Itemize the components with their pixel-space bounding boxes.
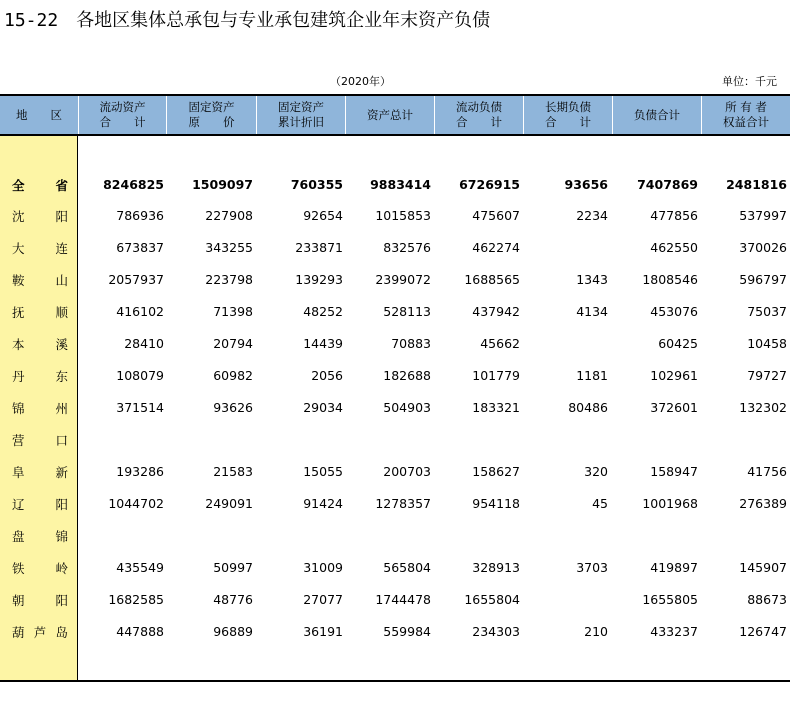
region-char: 盘 [12, 528, 25, 544]
table-row [0, 520, 790, 551]
region-name [12, 552, 68, 583]
region-char: 溪 [55, 336, 68, 352]
cell-value: 328913 [472, 560, 520, 575]
table-row [0, 232, 790, 263]
cell-value: 1682585 [108, 592, 164, 607]
table-row [0, 552, 790, 583]
table-row-total [0, 169, 790, 200]
cell-value: 158627 [472, 464, 520, 479]
cell-value: 559984 [383, 624, 431, 639]
region-name [12, 520, 68, 551]
region-name [12, 328, 68, 359]
cell-value: 2399072 [375, 272, 431, 287]
cell-value: 60425 [658, 336, 698, 351]
header-owners-equity: 所 有 者 权益合计 [701, 96, 790, 134]
cell-value: 91424 [303, 496, 343, 511]
header-region: 地 区 [16, 107, 62, 122]
cell-value: 1343 [576, 272, 608, 287]
cell-value: 786936 [116, 208, 164, 223]
region-char: 岛 [55, 624, 68, 640]
cell-value: 1044702 [108, 496, 164, 511]
cell-value: 41756 [747, 464, 787, 479]
cell-value: 183321 [472, 400, 520, 415]
cell-value: 1744478 [375, 592, 431, 607]
cell-value: 433237 [650, 624, 698, 639]
cell-value: 565804 [383, 560, 431, 575]
cell-value: 1001968 [642, 496, 698, 511]
region-char: 芦 [33, 624, 47, 640]
region-char: 丹 [12, 368, 25, 384]
table-row [0, 616, 790, 647]
cell-value: 832576 [383, 240, 431, 255]
cell-value: 1688565 [464, 272, 520, 287]
cell-value: 447888 [116, 624, 164, 639]
cell-value: 31009 [303, 560, 343, 575]
region-name [12, 296, 68, 327]
cell-value: 126747 [739, 624, 787, 639]
cell-value: 45662 [480, 336, 520, 351]
cell-value: 7407869 [637, 177, 698, 192]
cell-value: 210 [584, 624, 608, 639]
table-row [0, 328, 790, 359]
region-char: 阳 [55, 592, 68, 608]
region-char: 新 [55, 464, 68, 480]
cell-value: 10458 [747, 336, 787, 351]
region-char: 辽 [12, 496, 25, 512]
cell-value: 276389 [739, 496, 787, 511]
table-row [0, 200, 790, 231]
cell-value: 29034 [303, 400, 343, 415]
region-name [12, 392, 68, 423]
table-bottom-rule [0, 680, 790, 682]
cell-value: 108079 [116, 368, 164, 383]
header-fixed-assets-original: 固定资产 原 价 [166, 96, 256, 134]
cell-value: 249091 [205, 496, 253, 511]
table-row [0, 456, 790, 487]
cell-value: 462550 [650, 240, 698, 255]
cell-value: 1808546 [642, 272, 698, 287]
cell-value: 193286 [116, 464, 164, 479]
region-char: 鞍 [12, 272, 25, 288]
header-accumulated-depreciation: 固定资产 累计折旧 [256, 96, 345, 134]
cell-value: 27077 [303, 592, 343, 607]
region-char: 阳 [55, 208, 68, 224]
cell-value: 48776 [213, 592, 253, 607]
header-total-liabilities: 负债合计 [612, 96, 701, 134]
cell-value: 1509097 [192, 177, 253, 192]
region-name [12, 232, 68, 263]
unit-note: 单位：千元 [722, 75, 777, 88]
table-header [0, 94, 790, 136]
cell-value: 2234 [576, 208, 608, 223]
region-char: 抚 [12, 304, 25, 320]
table-row [0, 360, 790, 391]
cell-value: 437942 [472, 304, 520, 319]
cell-value: 71398 [213, 304, 253, 319]
region-name [12, 456, 68, 487]
cell-value: 419897 [650, 560, 698, 575]
cell-value: 48252 [303, 304, 343, 319]
region-name [12, 488, 68, 519]
cell-value: 1181 [576, 368, 608, 383]
cell-value: 3703 [576, 560, 608, 575]
cell-value: 1015853 [375, 208, 431, 223]
cell-value: 416102 [116, 304, 164, 319]
table-row [0, 296, 790, 327]
region-char: 锦 [12, 400, 25, 416]
cell-value: 1655805 [642, 592, 698, 607]
region-char: 全 [12, 177, 25, 193]
region-name [12, 360, 68, 391]
cell-value: 200703 [383, 464, 431, 479]
page-title [4, 6, 490, 30]
cell-value: 4134 [576, 304, 608, 319]
region-char: 葫 [12, 624, 25, 640]
region-char: 省 [55, 177, 68, 193]
cell-value: 15055 [303, 464, 343, 479]
cell-value: 96889 [213, 624, 253, 639]
table-row [0, 392, 790, 423]
cell-value: 92654 [303, 208, 343, 223]
cell-value: 14439 [303, 336, 343, 351]
region-char: 阜 [12, 464, 25, 480]
table-row [0, 424, 790, 455]
cell-value: 50997 [213, 560, 253, 575]
cell-value: 462274 [472, 240, 520, 255]
region-char: 山 [55, 272, 68, 288]
cell-value: 372601 [650, 400, 698, 415]
cell-value: 1278357 [375, 496, 431, 511]
header-long-term-liabilities: 长期负债 合 计 [523, 96, 612, 134]
cell-value: 132302 [739, 400, 787, 415]
table-title: 各地区集体总承包与专业承包建筑企业年末资产负债 [76, 10, 491, 31]
cell-value: 596797 [739, 272, 787, 287]
region-char: 连 [55, 240, 68, 256]
region-char: 岭 [55, 560, 68, 576]
table-row [0, 488, 790, 519]
header-current-assets: 流动资产 合 计 [78, 96, 166, 134]
cell-value: 93626 [213, 400, 253, 415]
cell-value: 320 [584, 464, 608, 479]
cell-value: 20794 [213, 336, 253, 351]
cell-value: 93656 [564, 177, 608, 192]
cell-value: 79727 [747, 368, 787, 383]
cell-value: 233871 [295, 240, 343, 255]
table-number: 15-22 [4, 10, 59, 31]
cell-value: 45 [592, 496, 608, 511]
cell-value: 673837 [116, 240, 164, 255]
year-note: （2020年） [330, 75, 391, 88]
region-char: 营 [12, 432, 25, 448]
header-current-liabilities: 流动负债 合 计 [434, 96, 523, 134]
region-char: 朝 [12, 592, 25, 608]
cell-value: 145907 [739, 560, 787, 575]
header-total-assets: 资产总计 [345, 96, 434, 134]
cell-value: 88673 [747, 592, 787, 607]
region-char: 沈 [12, 208, 25, 224]
table-row [0, 584, 790, 615]
region-name [12, 169, 68, 200]
region-char: 东 [55, 368, 68, 384]
region-char: 口 [55, 432, 68, 448]
cell-value: 182688 [383, 368, 431, 383]
cell-value: 371514 [116, 400, 164, 415]
cell-value: 504903 [383, 400, 431, 415]
cell-value: 60982 [213, 368, 253, 383]
cell-value: 435549 [116, 560, 164, 575]
cell-value: 453076 [650, 304, 698, 319]
region-char: 铁 [12, 560, 25, 576]
cell-value: 80486 [568, 400, 608, 415]
cell-value: 9883414 [370, 177, 431, 192]
region-char: 阳 [55, 496, 68, 512]
cell-value: 2057937 [108, 272, 164, 287]
cell-value: 36191 [303, 624, 343, 639]
cell-value: 21583 [213, 464, 253, 479]
cell-value: 343255 [205, 240, 253, 255]
region-name [12, 584, 68, 615]
data-table [0, 94, 790, 682]
cell-value: 537997 [739, 208, 787, 223]
cell-value: 75037 [747, 304, 787, 319]
cell-value: 102961 [650, 368, 698, 383]
cell-value: 223798 [205, 272, 253, 287]
cell-value: 1655804 [464, 592, 520, 607]
region-name [12, 424, 68, 455]
cell-value: 28410 [124, 336, 164, 351]
region-name [12, 264, 68, 295]
cell-value: 528113 [383, 304, 431, 319]
cell-value: 6726915 [459, 177, 520, 192]
cell-value: 370026 [739, 240, 787, 255]
cell-value: 234303 [472, 624, 520, 639]
cell-value: 475607 [472, 208, 520, 223]
region-char: 本 [12, 336, 25, 352]
region-char: 州 [55, 400, 68, 416]
cell-value: 2056 [311, 368, 343, 383]
cell-value: 760355 [290, 177, 343, 192]
cell-value: 8246825 [103, 177, 164, 192]
cell-value: 227908 [205, 208, 253, 223]
cell-value: 158947 [650, 464, 698, 479]
cell-value: 477856 [650, 208, 698, 223]
region-char: 锦 [55, 528, 68, 544]
region-char: 大 [12, 240, 25, 256]
cell-value: 139293 [295, 272, 343, 287]
region-char: 顺 [55, 304, 68, 320]
cell-value: 2481816 [726, 177, 787, 192]
cell-value: 70883 [391, 336, 431, 351]
cell-value: 101779 [472, 368, 520, 383]
table-row [0, 264, 790, 295]
region-name [12, 200, 68, 231]
region-name [12, 616, 68, 647]
cell-value: 954118 [472, 496, 520, 511]
